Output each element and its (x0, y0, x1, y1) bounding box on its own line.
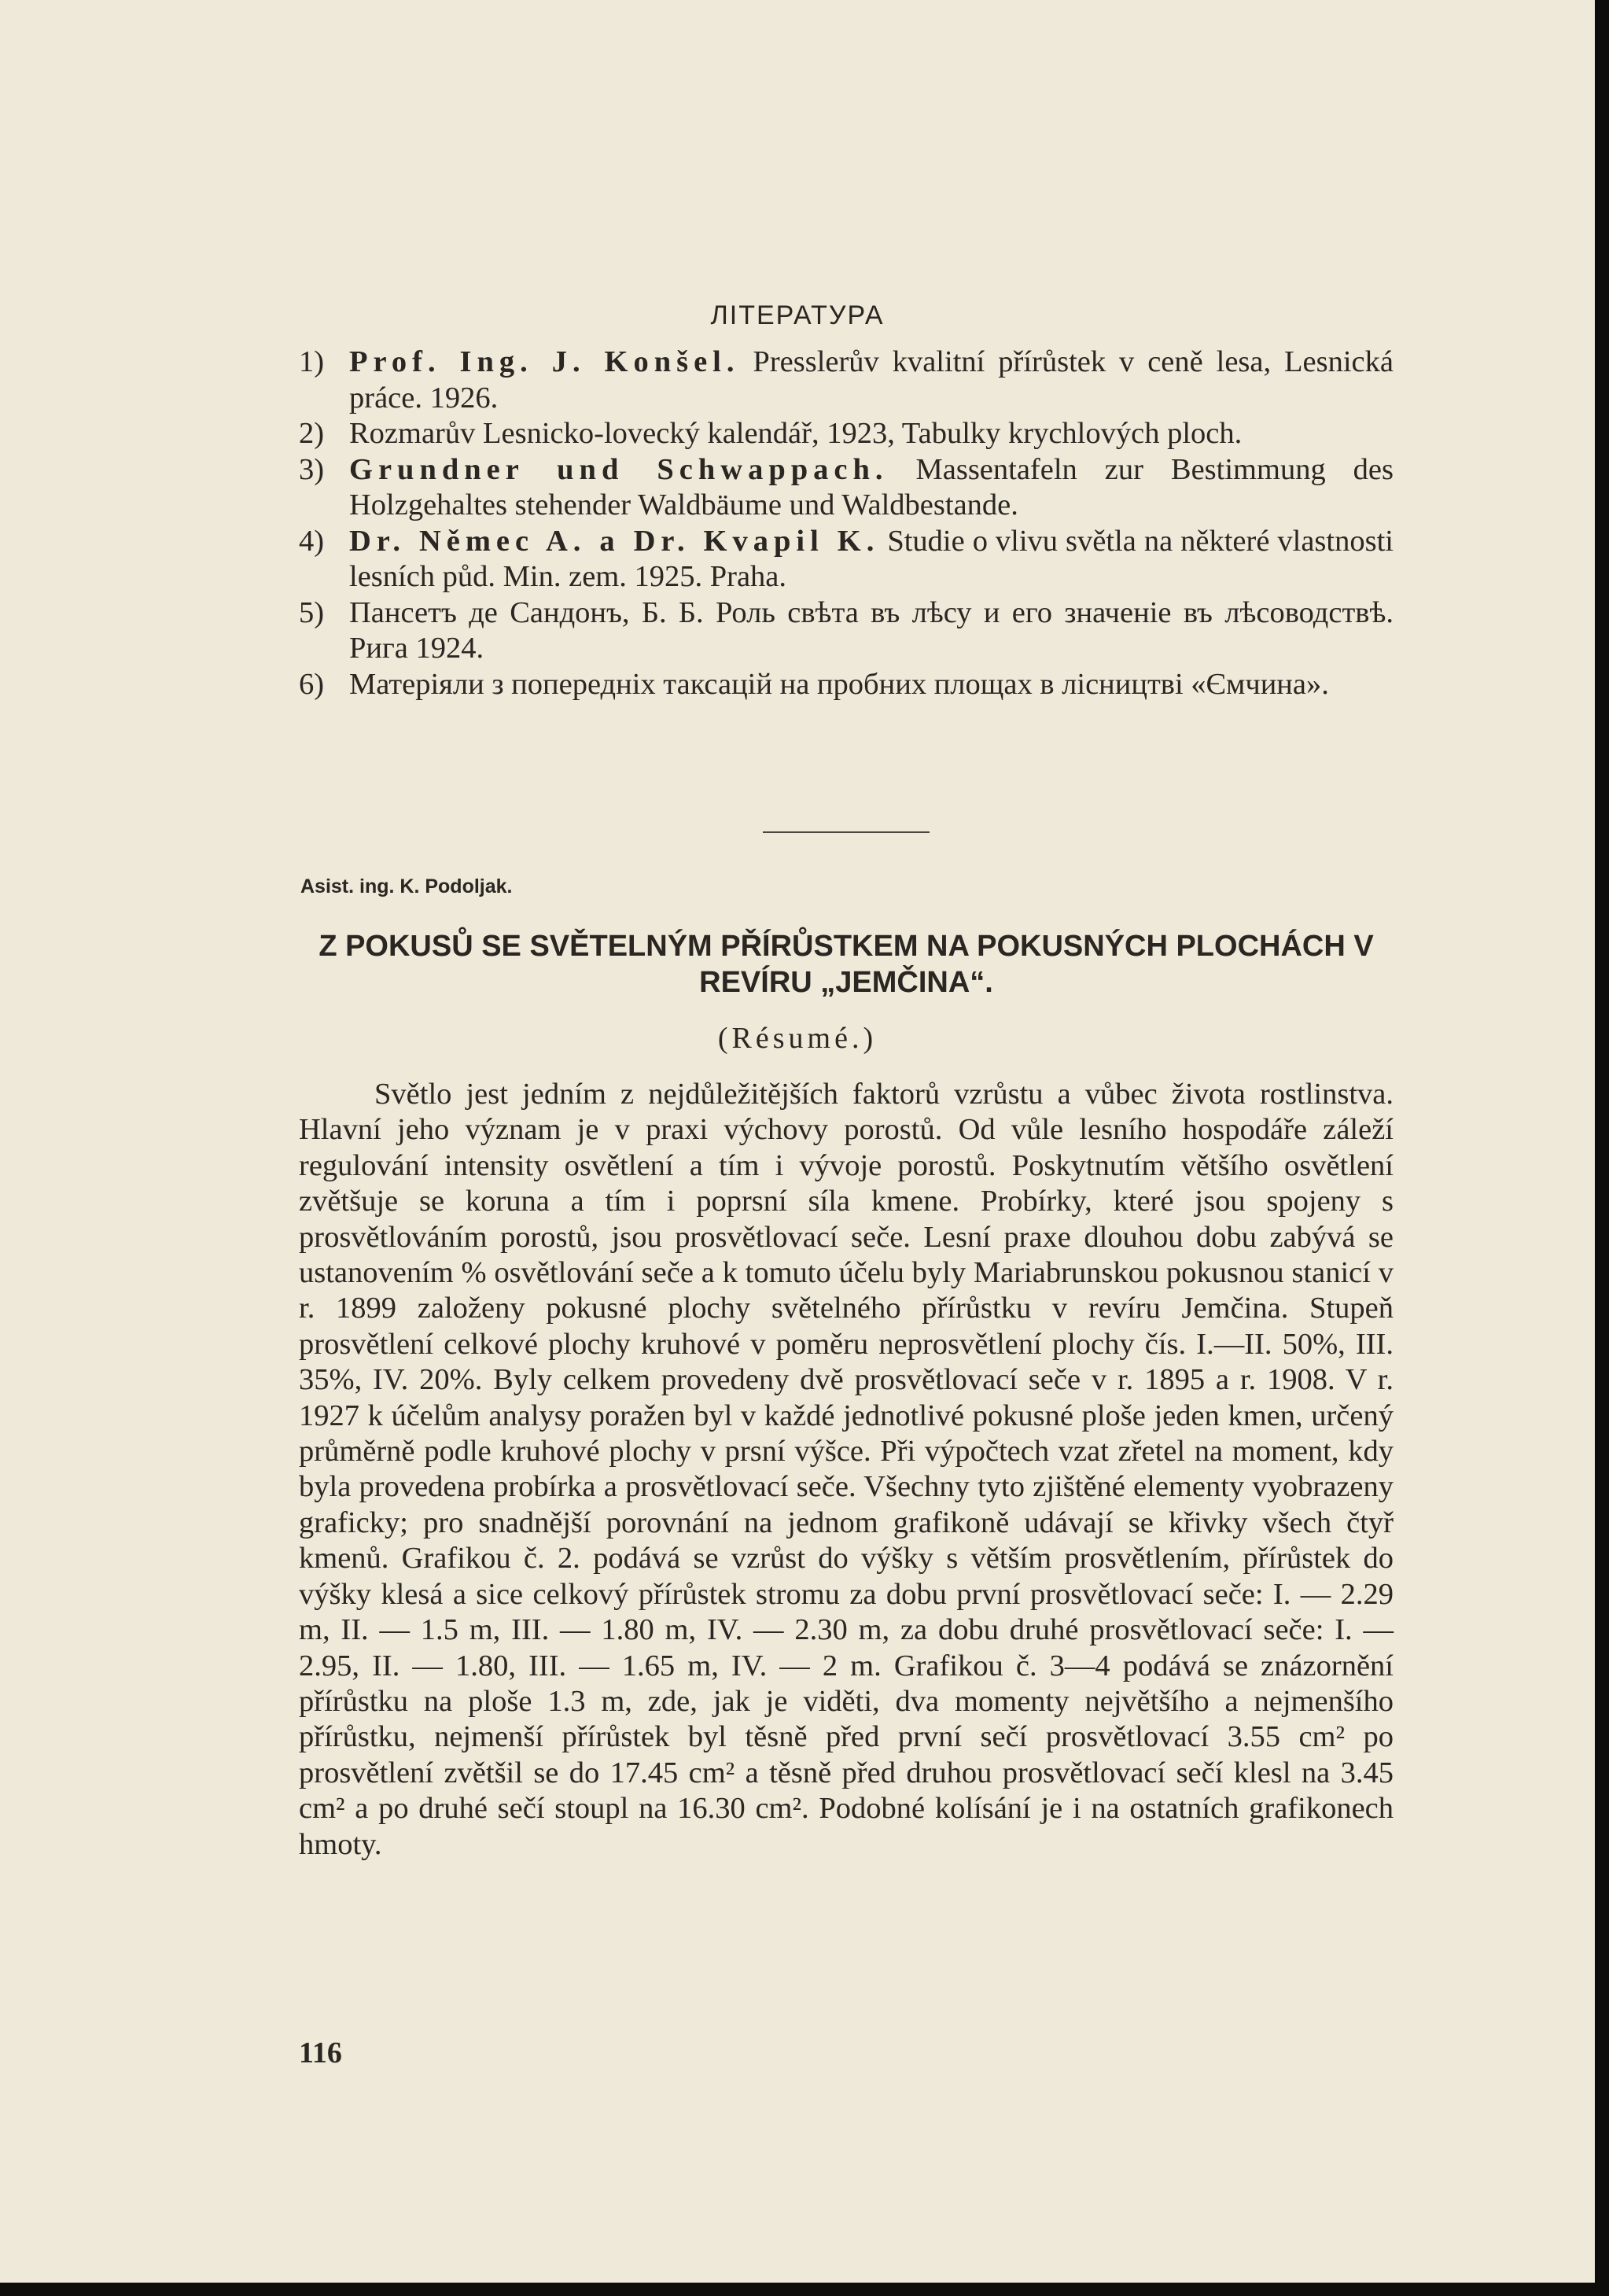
reference-number: 1) (299, 345, 325, 378)
reference-list (299, 345, 1394, 702)
reference-number: 2) (299, 417, 325, 450)
reference-number: 6) (299, 667, 325, 701)
reference-item (299, 595, 1394, 667)
reference-author: Grundner und Schwappach. (349, 452, 889, 486)
reference-author: Dr. Němec A. a Dr. Kvapil K. (349, 524, 880, 558)
literature-heading: ЛІТЕРАТУРА (710, 300, 885, 330)
resume-label: (Résumé.) (717, 1022, 878, 1055)
reference-author: Prof. Ing. J. Konšel. (349, 345, 740, 378)
page-number: 116 (299, 2036, 342, 2069)
article-title: Z POKUSŮ SE SVĚTELNÝM PŘÍRŮSTKEM NA POKUSNÝCH PLOCHÁCH V REVÍRU „JEMČINA“. (318, 930, 1374, 999)
article-author: Asist. ing. K. Podoljak. (300, 875, 513, 897)
reference-number: 4) (299, 524, 325, 558)
reference-item (299, 524, 1394, 595)
reference-text: Rozmarův Lesnicko-lovecký kalendář, 1923, Tabulky krychlových ploch. (349, 417, 1243, 450)
reference-text: Матеріяли з попередніх таксацій на пробних площах в лісництві «Ємчина». (349, 667, 1329, 701)
reference-number: 5) (299, 595, 325, 629)
reference-item (299, 416, 1394, 452)
reference-number: 3) (299, 452, 325, 486)
reference-item (299, 345, 1394, 416)
article-body: Světlo jest jedním z nejdůležitějších faktorů vzrůstu a vůbec života rostlinstva. Hlavní jeho význam je v praxi výchovy porostů. Od vůle lesního hospodáře záleží regulování intensity osvětlení a tím i vývoje porostů. Poskytnutím většího osvětlení zvětšuje se koruna a tím i poprsní síla kmene. Probírky, které jsou spojeny s prosvětlováním porostů, jsou prosvětlovací seče. Lesní praxe dlouhou dobu zabývá se ustanovením % osvětlování seče a k tomuto účelu byly Mariabrunskou pokusnou stanicí v r. 1899 založeny pokusné plochy světelného přírůstku v revíru Jemčina. Stupeň prosvětlení celkové plochy kruhové v poměru neprosvětlení plochy čís. I.—II. 50%, III. 35%, IV. 20%. Byly celkem provedeny dvě prosvětlovací seče v r. 1895 a r. 1908. V r. 1927 k účelům analysy poražen byl v každé jednotlivé pokusné ploše jeden kmen, určený průměrně podle kruhové plochy v prsní výšce. Při výpočtech vzat zřetel na moment, kdy byla provedena probírka a prosvětlovací seče. Všechny tyto zjištěné elementy vyobrazeny graficky; pro snadnější porovnání na jednom grafikoně udávají se křivky všech čtyř kmenů. Grafikou č. 2. podává se vzrůst do výšky s větším prosvětlením, přírůstek do výšky klesá a sice celkový přírůstek stromu za dobu první prosvětlovací seče: I. — 2.29 m, II. — 1.5 m, III. — 1.80 m, IV. — 2.30 m, za dobu druhé prosvětlovací seče: I. — 2.95, II. — 1.80, III. — 1.65 m, IV. — 2 m. Grafikou č. 3—4 podává se znázornění přírůstku na ploše 1.3 m, zde, jak je viděti, dva momenty největšího a nejmenšího přírůstku, nejmenší přírůstek byl těsně před první sečí prosvětlovací 3.55 cm² po prosvětlení zvětšil se do 17.45 cm² a těsně před druhou prosvětlovací sečí klesl na 3.45 cm² a po druhé sečí stoupl na 16.30 cm². Podobné kolísání je i na ostatních grafikonech hmoty. (299, 1078, 1394, 1861)
reference-text: Studie o vlivu světla na některé vlastnosti lesních půd. Min. zem. 1925. Praha. (349, 524, 1394, 593)
reference-text: Massentafeln zur Bestimmung des Holzgehaltes stehender Waldbäume und Waldbestande. (349, 452, 1394, 521)
reference-text: Пансетъ де Сандонъ, Б. Б. Роль свѣта въ лѣсу и его значеніе въ лѣсоводствѣ. Рига 1924. (349, 595, 1394, 665)
reference-item (299, 452, 1394, 524)
section-divider (763, 831, 930, 833)
reference-item (299, 667, 1394, 703)
reference-text: Presslerův kvalitní přírůstek v ceně lesa, Lesnická práce. 1926. (349, 345, 1394, 415)
